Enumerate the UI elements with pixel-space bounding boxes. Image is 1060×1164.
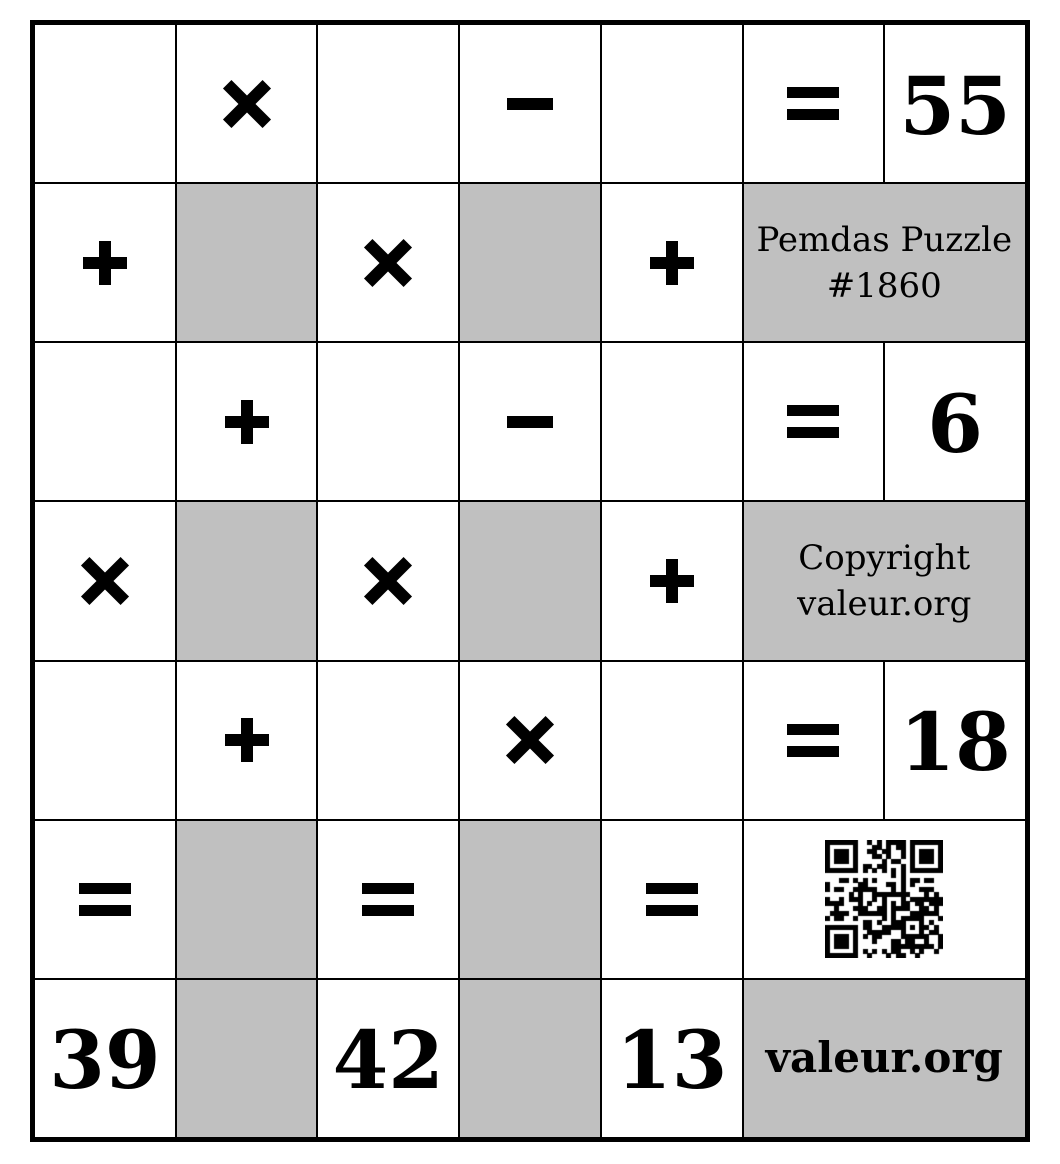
equals-operator-icon [787, 724, 839, 757]
operator-cell [459, 661, 601, 820]
info-text-line: Pemdas Puzzle [756, 219, 1013, 260]
operator-cell [176, 661, 318, 820]
operator-cell [743, 24, 885, 183]
minus-operator-icon [507, 98, 553, 110]
plus-operator-icon [83, 241, 127, 285]
operator-cell [34, 183, 176, 342]
operator-cell [601, 183, 743, 342]
filler-cell [176, 183, 318, 342]
minus-operator-icon [507, 416, 553, 428]
operator-cell [601, 501, 743, 660]
times-operator-icon [506, 716, 554, 764]
info-text [797, 535, 971, 627]
plus-operator-icon [650, 559, 694, 603]
filler-cell [459, 820, 601, 979]
result-cell [884, 661, 1026, 820]
info-text-line: Copyright [798, 537, 971, 578]
filler-cell [176, 501, 318, 660]
result-value: 55 [899, 58, 1011, 153]
equals-operator-icon [787, 87, 839, 120]
equals-operator-icon [79, 883, 131, 916]
result-cell [884, 342, 1026, 501]
answer-cell-r1c5 [601, 24, 743, 183]
info-text-line: valeur.org [797, 583, 972, 624]
puzzle-title-cell [743, 183, 1026, 342]
times-operator-icon [364, 239, 412, 287]
result-cell [601, 979, 743, 1138]
answer-cell-r5c1 [34, 661, 176, 820]
equals-operator-icon [787, 405, 839, 438]
operator-cell [317, 820, 459, 979]
answer-cell-r1c1 [34, 24, 176, 183]
operator-cell [743, 661, 885, 820]
filler-cell [176, 979, 318, 1138]
result-cell [884, 24, 1026, 183]
operator-cell [176, 342, 318, 501]
times-operator-icon [364, 557, 412, 605]
filler-cell [459, 501, 601, 660]
qr-code [825, 840, 943, 958]
result-cell [34, 979, 176, 1138]
result-value: 18 [899, 695, 1011, 790]
answer-cell-r3c1 [34, 342, 176, 501]
copyright-cell [743, 501, 1026, 660]
info-text-line: #1860 [826, 265, 942, 306]
times-operator-icon [81, 557, 129, 605]
answer-cell-r1c3 [317, 24, 459, 183]
footer-cell [743, 979, 1026, 1138]
operator-cell [34, 501, 176, 660]
operator-cell [317, 501, 459, 660]
operator-cell [176, 24, 318, 183]
answer-cell-r5c5 [601, 661, 743, 820]
answer-cell-r5c3 [317, 661, 459, 820]
result-value: 13 [616, 1013, 728, 1108]
filler-cell [176, 820, 318, 979]
result-value: 42 [332, 1013, 444, 1108]
plus-operator-icon [225, 718, 269, 762]
equals-operator-icon [362, 883, 414, 916]
operator-cell [743, 342, 885, 501]
equals-operator-icon [646, 883, 698, 916]
operator-cell [601, 820, 743, 979]
plus-operator-icon [225, 400, 269, 444]
operator-cell [459, 342, 601, 501]
times-operator-icon [223, 80, 271, 128]
result-cell [317, 979, 459, 1138]
footer-brand: valeur.org [765, 1033, 1003, 1083]
filler-cell [459, 183, 601, 342]
operator-cell [459, 24, 601, 183]
puzzle-grid [30, 20, 1030, 1142]
answer-cell-r3c3 [317, 342, 459, 501]
answer-cell-r3c5 [601, 342, 743, 501]
operator-cell [34, 820, 176, 979]
result-value: 6 [927, 376, 983, 471]
plus-operator-icon [650, 241, 694, 285]
result-value: 39 [49, 1013, 161, 1108]
info-text [756, 217, 1012, 309]
filler-cell [459, 979, 601, 1138]
qr-cell [743, 820, 1026, 979]
operator-cell [317, 183, 459, 342]
